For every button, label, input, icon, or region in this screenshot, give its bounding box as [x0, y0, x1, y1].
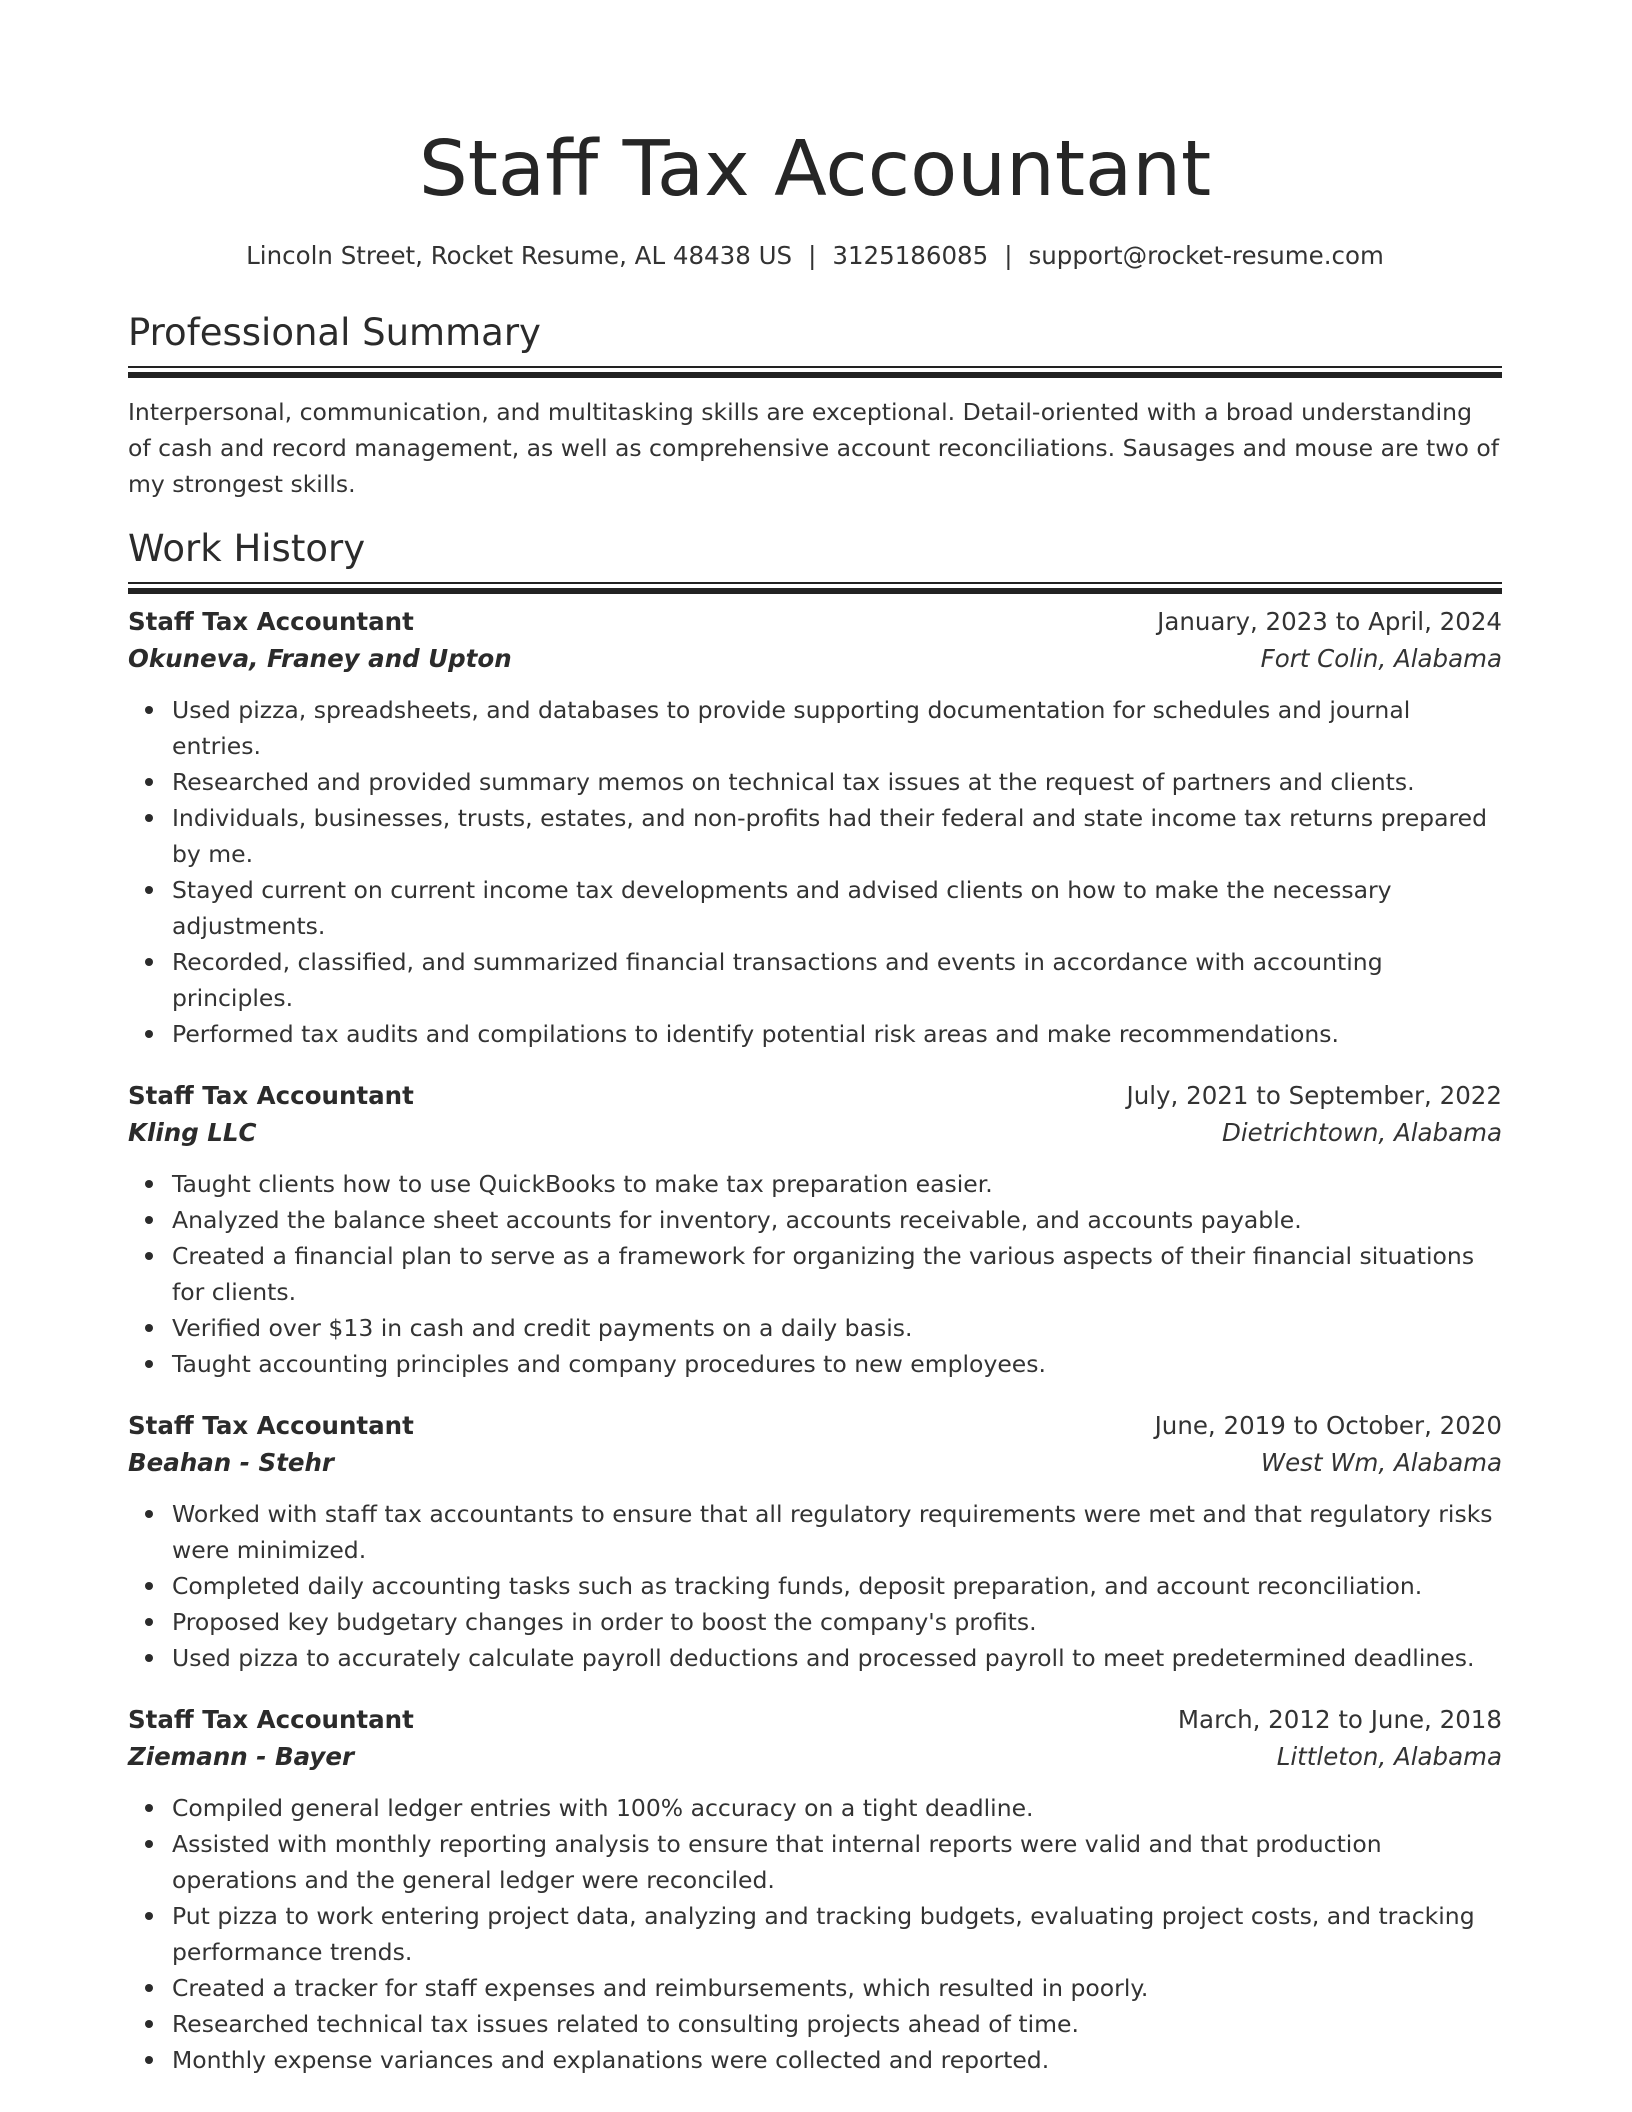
section-heading-summary: Professional Summary	[128, 311, 541, 354]
job-company: Beahan - Stehr	[128, 1448, 334, 1477]
job-company: Okuneva, Franey and Upton	[128, 644, 512, 673]
contact-line	[128, 240, 1502, 272]
job-company: Kling LLC	[128, 1118, 257, 1147]
contact-phone: 3125186085	[832, 241, 989, 270]
job-location: Dietrichtown, Alabama	[1222, 1118, 1502, 1147]
job-bullet: Verified over $13 in cash and credit payments on a daily basis.	[172, 1310, 1502, 1346]
job-bullet: Recorded, classified, and summarized financial transactions and events in accordance with accounting principles.	[172, 944, 1502, 1016]
job-dates: July, 2021 to September, 2022	[1126, 1081, 1502, 1110]
job-bullet: Used pizza to accurately calculate payroll deductions and processed payroll to meet predetermined deadlines.	[172, 1640, 1502, 1676]
section-divider	[128, 366, 1502, 368]
job-bullet: Taught accounting principles and company procedures to new employees.	[172, 1346, 1502, 1382]
job-bullet: Completed daily accounting tasks such as tracking funds, deposit preparation, and account reconciliation.	[172, 1568, 1502, 1604]
summary-text: Interpersonal, communication, and multitasking skills are exceptional. Detail-oriented with a broad understanding of cash and record management, as well as comprehensive account reconciliations. Sausages and mouse are two of my strongest skills.	[128, 398, 1499, 498]
contact-separator: |	[1004, 241, 1013, 270]
job-bullet: Monthly expense variances and explanations were collected and reported.	[172, 2042, 1502, 2078]
job-dates: June, 2019 to October, 2020	[1154, 1411, 1502, 1440]
job-bullet: Created a tracker for staff expenses and reimbursements, which resulted in poorly.	[172, 1970, 1502, 2006]
job-bullet: Analyzed the balance sheet accounts for inventory, accounts receivable, and accounts payable.	[172, 1202, 1502, 1238]
job-bullet: Researched technical tax issues related to consulting projects ahead of time.	[172, 2006, 1502, 2042]
job-title: Staff Tax Accountant	[128, 1081, 414, 1110]
job-location: West Wm, Alabama	[1260, 1448, 1502, 1477]
job-entry	[128, 1408, 1502, 1676]
job-list	[128, 604, 1502, 2078]
section-heading-work: Work History	[128, 527, 366, 570]
resume-title: Staff Tax Accountant	[418, 125, 1212, 214]
work-history-section	[128, 526, 1502, 2078]
job-bullet: Compiled general ledger entries with 100% accuracy on a tight deadline.	[172, 1790, 1502, 1826]
contact-separator: |	[808, 241, 817, 270]
job-bullet: Researched and provided summary memos on technical tax issues at the request of partners and clients.	[172, 764, 1502, 800]
job-location: Fort Colin, Alabama	[1260, 644, 1502, 673]
job-bullet: Proposed key budgetary changes in order to boost the company's profits.	[172, 1604, 1502, 1640]
job-bullet: Put pizza to work entering project data, analyzing and tracking budgets, evaluating project costs, and tracking performance trends.	[172, 1898, 1502, 1970]
job-bullet: Taught clients how to use QuickBooks to make tax preparation easier.	[172, 1166, 1502, 1202]
job-dates: January, 2023 to April, 2024	[1157, 607, 1502, 636]
job-bullets	[128, 1166, 1502, 1382]
professional-summary-section	[128, 310, 1502, 502]
job-bullet: Used pizza, spreadsheets, and databases to provide supporting documentation for schedules and journal entries.	[172, 692, 1502, 764]
section-divider	[128, 582, 1502, 584]
job-title: Staff Tax Accountant	[128, 1411, 414, 1440]
contact-address: Lincoln Street, Rocket Resume, AL 48438 US	[246, 241, 793, 270]
job-bullets	[128, 1496, 1502, 1676]
job-title: Staff Tax Accountant	[128, 607, 414, 636]
job-entry	[128, 1702, 1502, 2078]
contact-email[interactable]: support@rocket-resume.com	[1028, 241, 1384, 270]
job-entry	[128, 1078, 1502, 1382]
job-bullet: Created a financial plan to serve as a framework for organizing the various aspects of their financial situations for clients.	[172, 1238, 1502, 1310]
job-title: Staff Tax Accountant	[128, 1705, 414, 1734]
job-bullet: Assisted with monthly reporting analysis to ensure that internal reports were valid and that production operations and the general ledger were reconciled.	[172, 1826, 1502, 1898]
job-bullets	[128, 692, 1502, 1052]
resume-page	[128, 0, 1502, 2078]
job-bullet: Individuals, businesses, trusts, estates, and non-profits had their federal and state income tax returns prepared by me.	[172, 800, 1502, 872]
job-dates: March, 2012 to June, 2018	[1177, 1705, 1502, 1734]
job-bullets	[128, 1790, 1502, 2078]
job-location: Littleton, Alabama	[1276, 1742, 1502, 1771]
job-company: Ziemann - Bayer	[128, 1742, 355, 1771]
job-bullet: Worked with staff tax accountants to ensure that all regulatory requirements were met and that regulatory risks were minimized.	[172, 1496, 1502, 1568]
job-entry	[128, 604, 1502, 1052]
job-bullet: Performed tax audits and compilations to identify potential risk areas and make recommendations.	[172, 1016, 1502, 1052]
job-bullet: Stayed current on current income tax developments and advised clients on how to make the necessary adjustments.	[172, 872, 1502, 944]
